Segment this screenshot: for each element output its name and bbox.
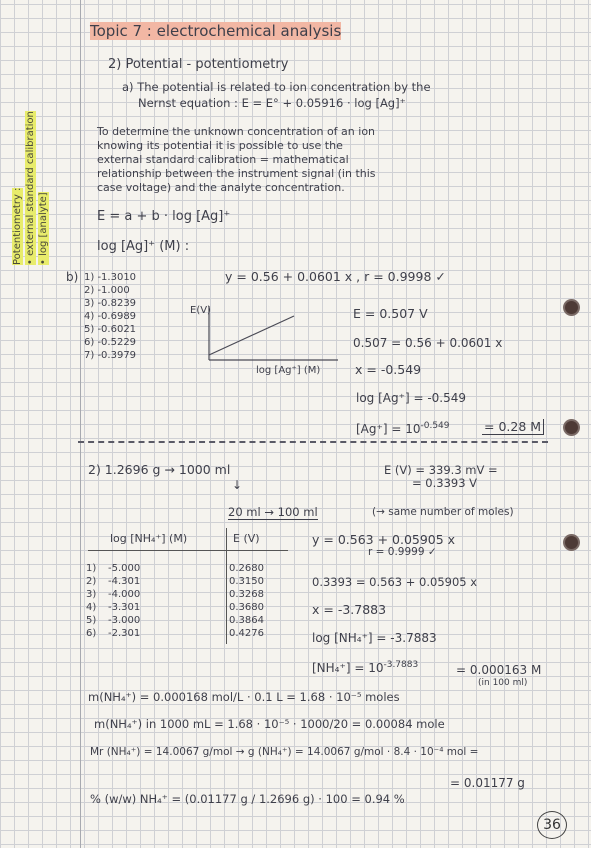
table-row-number: 6) — [86, 628, 97, 639]
table-cell-log: -5.000 — [108, 563, 141, 574]
table-column-rule — [226, 528, 227, 644]
log-ag-value: 3) -0.8239 — [84, 298, 137, 309]
intro-paragraph-2: knowing its potential it is possible to use the — [97, 139, 343, 152]
table-cell-e: 0.3150 — [229, 576, 264, 587]
section-divider — [78, 441, 548, 443]
binder-hole — [565, 421, 578, 434]
fit-equation-ag: y = 0.56 + 0.0601 x , r = 0.9998 ✓ — [225, 269, 446, 284]
table-cell-e: 0.2680 — [229, 563, 264, 574]
page-title: Topic 7 : electrochemical analysis — [90, 22, 342, 40]
log-ag-value: 5) -0.6021 — [84, 324, 137, 335]
page-number: 36 — [537, 811, 567, 839]
solve-nh4-3: log [NH₄⁺] = -3.7883 — [312, 631, 437, 645]
ev-measured-1: E (V) = 339.3 mV = — [384, 463, 498, 477]
nernst-line-1: a) The potential is related to ion concentration by the — [122, 80, 431, 94]
graph-y-label: E(V) — [190, 305, 211, 316]
dilution-arrow: ↓ — [232, 478, 243, 492]
table-cell-log: -3.301 — [108, 602, 141, 613]
table-row-number: 2) — [86, 576, 97, 587]
final-calc-3: Mr (NH₄⁺) = 14.0067 g/mol → g (NH₄⁺) = 14.0067 g/mol · 8.4 · 10⁻⁴ mol = — [90, 746, 479, 758]
table-row-number: 5) — [86, 615, 97, 626]
solve-ag-4-exponent: -0.549 — [420, 421, 450, 431]
nh4-concentration: = 0.000163 M — [456, 663, 542, 677]
section-heading: 2) Potential - potentiometry — [108, 57, 289, 72]
solve-ag-2: x = -0.549 — [355, 362, 422, 377]
log-ag-value: 7) -0.3979 — [84, 350, 137, 361]
nh4-concentration-note: (in 100 ml) — [478, 678, 528, 688]
table-row-number: 4) — [86, 602, 97, 613]
table-header-e: E (V) — [233, 532, 260, 545]
solve-nh4-2: x = -3.7883 — [312, 602, 387, 617]
solve-nh4-4-base: [NH₄⁺] = 10 — [312, 661, 384, 675]
log-ag-value: 2) -1.000 — [84, 285, 130, 296]
binder-hole — [565, 536, 578, 549]
table-header-rule — [88, 550, 288, 551]
ag-result: = 0.28 M — [482, 420, 544, 434]
e-value: E = 0.507 V — [353, 306, 428, 321]
table-row-number: 1) — [86, 563, 97, 574]
final-calc-4: = 0.01177 g — [450, 776, 525, 790]
log-ag-value: 6) -0.5229 — [84, 337, 137, 348]
table-cell-e: 0.3680 — [229, 602, 264, 613]
solve-ag-3: log [Ag⁺] = -0.549 — [356, 391, 466, 405]
table-cell-log: -2.301 — [108, 628, 141, 639]
sidebar-title: Potentiometry : — [12, 187, 23, 265]
solve-ag-4 — [356, 419, 450, 436]
table-cell-e: 0.4276 — [229, 628, 264, 639]
final-percentage: % (w/w) NH₄⁺ = (0.01177 g / 1.2696 g) · 100 = 0.94 % — [90, 792, 405, 806]
dilution-note: (→ same number of moles) — [372, 506, 514, 518]
solve-nh4-4 — [312, 658, 418, 675]
final-calc-2: m(NH₄⁺) in 1000 mL = 1.68 · 10⁻⁵ · 1000/20 = 0.00084 mole — [94, 717, 445, 731]
intro-paragraph-3: external standard calibration = mathematical — [97, 153, 349, 166]
table-cell-log: -3.000 — [108, 615, 141, 626]
sidebar-item-2: • log [analyte] — [38, 192, 49, 265]
sidebar-item-1: • external standard calibration — [25, 111, 36, 265]
final-calc-1: m(NH₄⁺) = 0.000168 mol/L · 0.1 L = 1.68 · 10⁻⁵ moles — [88, 690, 400, 704]
graph-x-label: log [Ag⁺] (M) — [256, 365, 321, 376]
log-ag-value: 4) -0.6989 — [84, 311, 137, 322]
sample-mass: 2) 1.2696 g → 1000 ml — [88, 462, 231, 477]
solve-ag-1: 0.507 = 0.56 + 0.0601 x — [353, 336, 503, 350]
nernst-line-2: Nernst equation : E = E° + 0.05916 · log [Ag]⁺ — [138, 96, 406, 110]
part-b-label: b) — [66, 270, 79, 284]
table-cell-log: -4.000 — [108, 589, 141, 600]
solve-ag-4-base: [Ag⁺] = 10 — [356, 422, 421, 436]
fit-r-nh4: r = 0.9999 ✓ — [368, 546, 437, 558]
intro-paragraph-4: relationship between the instrument signal (in this — [97, 167, 376, 180]
table-header-log: log [NH₄⁺] (M) — [110, 532, 188, 545]
table-cell-e: 0.3864 — [229, 615, 264, 626]
binder-hole — [565, 301, 578, 314]
solve-nh4-1: 0.3393 = 0.563 + 0.05905 x — [312, 575, 478, 589]
dilution-step: 20 ml → 100 ml — [228, 505, 318, 519]
fit-equation-nh4: y = 0.563 + 0.05905 x — [312, 532, 456, 547]
table-cell-log: -4.301 — [108, 576, 141, 587]
calibration-equation: E = a + b · log [Ag]⁺ — [97, 209, 231, 224]
table-cell-e: 0.3268 — [229, 589, 264, 600]
margin-line — [80, 0, 81, 848]
log-ag-value: 1) -1.3010 — [84, 272, 137, 283]
log-ag-heading: log [Ag]⁺ (M) : — [97, 239, 190, 254]
intro-paragraph-1: To determine the unknown concentration of an ion — [97, 125, 376, 138]
intro-paragraph-5: case voltage) and the analyte concentration. — [97, 181, 345, 194]
ev-measured-2: = 0.3393 V — [412, 476, 478, 490]
solve-nh4-4-exponent: -3.7883 — [383, 660, 419, 670]
table-row-number: 3) — [86, 589, 97, 600]
